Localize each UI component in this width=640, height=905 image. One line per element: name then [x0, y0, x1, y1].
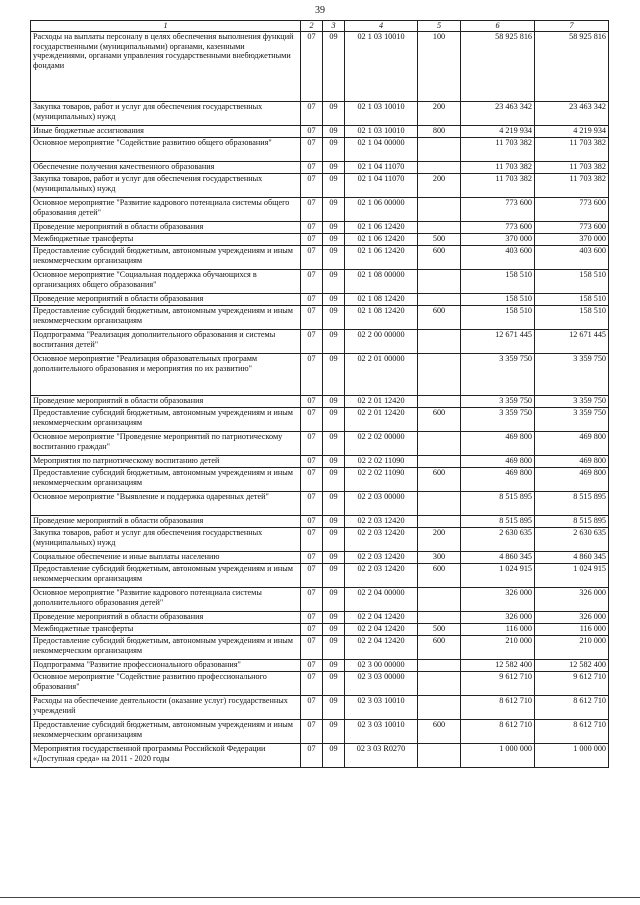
table-row [31, 516, 609, 528]
cell-sum-2: 158 510 [535, 270, 609, 294]
cell-target-article: 02 1 08 00000 [345, 270, 418, 294]
cell-expense-type [418, 330, 461, 354]
table-row [31, 696, 609, 720]
cell-target-article: 02 2 01 12420 [345, 396, 418, 408]
cell-subsection: 09 [323, 234, 345, 246]
table-row [31, 270, 609, 294]
cell-name: Предоставление субсидий бюджетным, автономным учреждениям и иным некоммерческим организациям [31, 246, 301, 270]
cell-section: 07 [301, 468, 323, 492]
cell-section: 07 [301, 354, 323, 396]
cell-target-article: 02 3 00 00000 [345, 660, 418, 672]
cell-sum-1: 12 671 445 [461, 330, 535, 354]
cell-sum-2: 403 600 [535, 246, 609, 270]
cell-subsection: 09 [323, 492, 345, 516]
cell-sum-2: 1 024 915 [535, 564, 609, 588]
cell-name: Основное мероприятие "Развитие кадрового потенциала системы общего образования детей" [31, 198, 301, 222]
cell-name: Расходы на обеспечение деятельности (оказание услуг) государственных учреждений [31, 696, 301, 720]
cell-target-article: 02 2 04 12420 [345, 636, 418, 660]
cell-sum-1: 116 000 [461, 624, 535, 636]
cell-section: 07 [301, 624, 323, 636]
cell-subsection: 09 [323, 636, 345, 660]
cell-expense-type [418, 162, 461, 174]
cell-name: Основное мероприятие "Содействие развитию профессионального образования" [31, 672, 301, 696]
cell-section: 07 [301, 102, 323, 126]
cell-section: 07 [301, 432, 323, 456]
cell-name: Подпрограмма "Развитие профессионального образования" [31, 660, 301, 672]
cell-sum-1: 403 600 [461, 246, 535, 270]
cell-target-article: 02 1 06 12420 [345, 234, 418, 246]
cell-expense-type: 500 [418, 624, 461, 636]
cell-name: Предоставление субсидий бюджетным, автономным учреждениям и иным некоммерческим организациям [31, 636, 301, 660]
cell-subsection: 09 [323, 162, 345, 174]
cell-expense-type: 600 [418, 408, 461, 432]
cell-section: 07 [301, 696, 323, 720]
cell-sum-1: 158 510 [461, 306, 535, 330]
cell-name: Закупка товаров, работ и услуг для обеспечения государственных (муниципальных) нужд [31, 174, 301, 198]
cell-sum-2: 8 612 710 [535, 720, 609, 744]
cell-name: Закупка товаров, работ и услуг для обеспечения государственных (муниципальных) нужд [31, 528, 301, 552]
cell-expense-type [418, 492, 461, 516]
table-row [31, 636, 609, 660]
table-row [31, 660, 609, 672]
cell-name: Мероприятия государственной программы Российской Федерации «Доступная среда» на 2011 - 2020 годы [31, 744, 301, 768]
cell-subsection: 09 [323, 306, 345, 330]
table-row [31, 408, 609, 432]
cell-expense-type [418, 432, 461, 456]
cell-expense-type [418, 354, 461, 396]
table-row [31, 612, 609, 624]
cell-expense-type [418, 396, 461, 408]
cell-target-article: 02 2 00 00000 [345, 330, 418, 354]
cell-target-article: 02 1 03 10010 [345, 102, 418, 126]
cell-sum-2: 1 000 000 [535, 744, 609, 768]
cell-target-article: 02 2 04 00000 [345, 588, 418, 612]
cell-subsection: 09 [323, 696, 345, 720]
cell-sum-1: 12 582 400 [461, 660, 535, 672]
cell-sum-2: 11 703 382 [535, 138, 609, 162]
cell-sum-1: 210 000 [461, 636, 535, 660]
cell-subsection: 09 [323, 672, 345, 696]
cell-target-article: 02 1 06 00000 [345, 198, 418, 222]
cell-sum-1: 469 800 [461, 456, 535, 468]
cell-sum-1: 58 925 816 [461, 32, 535, 102]
cell-name: Межбюджетные трансферты [31, 624, 301, 636]
cell-target-article: 02 1 03 10010 [345, 32, 418, 102]
cell-target-article: 02 2 03 12420 [345, 564, 418, 588]
cell-target-article: 02 1 08 12420 [345, 306, 418, 330]
cell-expense-type [418, 516, 461, 528]
cell-sum-2: 116 000 [535, 624, 609, 636]
cell-sum-1: 11 703 382 [461, 162, 535, 174]
table-row [31, 294, 609, 306]
cell-name: Социальное обеспечение и иные выплаты населению [31, 552, 301, 564]
cell-section: 07 [301, 198, 323, 222]
col-header-target-article: 4 [345, 21, 418, 32]
cell-sum-2: 23 463 342 [535, 102, 609, 126]
cell-sum-2: 469 800 [535, 432, 609, 456]
cell-target-article: 02 1 04 11070 [345, 174, 418, 198]
cell-sum-1: 8 612 710 [461, 696, 535, 720]
cell-sum-1: 4 219 934 [461, 126, 535, 138]
cell-section: 07 [301, 234, 323, 246]
table-row [31, 456, 609, 468]
table-row [31, 126, 609, 138]
cell-target-article: 02 3 03 10010 [345, 696, 418, 720]
cell-expense-type [418, 222, 461, 234]
col-header-name: 1 [31, 21, 301, 32]
cell-sum-1: 11 703 382 [461, 174, 535, 198]
cell-subsection: 09 [323, 32, 345, 102]
cell-subsection: 09 [323, 126, 345, 138]
cell-subsection: 09 [323, 198, 345, 222]
table-row [31, 222, 609, 234]
cell-sum-2: 210 000 [535, 636, 609, 660]
cell-target-article: 02 2 03 12420 [345, 528, 418, 552]
cell-sum-2: 370 000 [535, 234, 609, 246]
cell-sum-1: 8 612 710 [461, 720, 535, 744]
cell-section: 07 [301, 528, 323, 552]
cell-target-article: 02 3 03 00000 [345, 672, 418, 696]
cell-sum-1: 1 000 000 [461, 744, 535, 768]
table-row [31, 432, 609, 456]
cell-sum-2: 773 600 [535, 222, 609, 234]
cell-name: Расходы на выплаты персоналу в целях обеспечения выполнения функций государственными (муниципальными) органами, казенными учреждениями, органами управления государственными внебюджетными фондами [31, 32, 301, 102]
cell-name: Предоставление субсидий бюджетным, автономным учреждениям и иным некоммерческим организациям [31, 306, 301, 330]
cell-section: 07 [301, 636, 323, 660]
cell-section: 07 [301, 672, 323, 696]
cell-sum-1: 8 515 895 [461, 492, 535, 516]
cell-sum-1: 469 800 [461, 432, 535, 456]
cell-sum-2: 11 703 382 [535, 174, 609, 198]
cell-section: 07 [301, 126, 323, 138]
cell-subsection: 09 [323, 720, 345, 744]
cell-section: 07 [301, 660, 323, 672]
cell-section: 07 [301, 588, 323, 612]
cell-name: Иные бюджетные ассигнования [31, 126, 301, 138]
cell-sum-2: 326 000 [535, 588, 609, 612]
cell-name: Обеспечение получения качественного образования [31, 162, 301, 174]
cell-target-article: 02 2 03 12420 [345, 516, 418, 528]
table-row [31, 528, 609, 552]
cell-expense-type [418, 744, 461, 768]
cell-expense-type [418, 138, 461, 162]
cell-section: 07 [301, 396, 323, 408]
cell-target-article: 02 2 01 12420 [345, 408, 418, 432]
cell-name: Закупка товаров, работ и услуг для обеспечения государственных (муниципальных) нужд [31, 102, 301, 126]
cell-name: Предоставление субсидий бюджетным, автономным учреждениям и иным некоммерческим организациям [31, 408, 301, 432]
cell-section: 07 [301, 138, 323, 162]
cell-sum-2: 12 671 445 [535, 330, 609, 354]
cell-sum-1: 9 612 710 [461, 672, 535, 696]
cell-section: 07 [301, 162, 323, 174]
cell-sum-1: 23 463 342 [461, 102, 535, 126]
cell-sum-1: 326 000 [461, 612, 535, 624]
cell-sum-1: 3 359 750 [461, 354, 535, 396]
cell-target-article: 02 1 06 12420 [345, 222, 418, 234]
cell-expense-type: 800 [418, 126, 461, 138]
cell-section: 07 [301, 408, 323, 432]
cell-expense-type: 500 [418, 234, 461, 246]
cell-target-article: 02 1 06 12420 [345, 246, 418, 270]
col-header-expense-type: 5 [418, 21, 461, 32]
table-row [31, 306, 609, 330]
cell-sum-2: 9 612 710 [535, 672, 609, 696]
cell-subsection: 09 [323, 174, 345, 198]
cell-sum-2: 158 510 [535, 306, 609, 330]
cell-name: Проведение мероприятий в области образования [31, 612, 301, 624]
cell-sum-1: 3 359 750 [461, 396, 535, 408]
cell-sum-1: 3 359 750 [461, 408, 535, 432]
cell-name: Основное мероприятие "Содействие развитию общего образования" [31, 138, 301, 162]
cell-subsection: 09 [323, 270, 345, 294]
cell-subsection: 09 [323, 612, 345, 624]
table-row [31, 174, 609, 198]
cell-subsection: 09 [323, 138, 345, 162]
table-row [31, 588, 609, 612]
cell-sum-1: 326 000 [461, 588, 535, 612]
cell-target-article: 02 2 02 00000 [345, 432, 418, 456]
cell-subsection: 09 [323, 516, 345, 528]
header-row [31, 21, 609, 32]
cell-name: Проведение мероприятий в области образования [31, 396, 301, 408]
cell-section: 07 [301, 174, 323, 198]
cell-name: Основное мероприятие "Проведение мероприятий по патриотическому воспитанию граждан" [31, 432, 301, 456]
table-row [31, 234, 609, 246]
cell-sum-2: 469 800 [535, 468, 609, 492]
cell-sum-2: 4 860 345 [535, 552, 609, 564]
cell-sum-1: 8 515 895 [461, 516, 535, 528]
cell-section: 07 [301, 492, 323, 516]
cell-target-article: 02 2 01 00000 [345, 354, 418, 396]
cell-sum-2: 2 630 635 [535, 528, 609, 552]
table-row [31, 198, 609, 222]
cell-subsection: 09 [323, 354, 345, 396]
cell-target-article: 02 2 04 12420 [345, 612, 418, 624]
cell-sum-2: 326 000 [535, 612, 609, 624]
cell-target-article: 02 3 03 R0270 [345, 744, 418, 768]
cell-name: Проведение мероприятий в области образования [31, 222, 301, 234]
table-row [31, 552, 609, 564]
cell-sum-1: 11 703 382 [461, 138, 535, 162]
cell-subsection: 09 [323, 744, 345, 768]
table-row [31, 396, 609, 408]
cell-sum-2: 469 800 [535, 456, 609, 468]
cell-name: Проведение мероприятий в области образования [31, 516, 301, 528]
cell-expense-type: 600 [418, 468, 461, 492]
cell-expense-type: 300 [418, 552, 461, 564]
cell-sum-2: 58 925 816 [535, 32, 609, 102]
cell-target-article: 02 3 03 10010 [345, 720, 418, 744]
cell-expense-type [418, 198, 461, 222]
cell-subsection: 09 [323, 102, 345, 126]
cell-subsection: 09 [323, 330, 345, 354]
cell-name: Предоставление субсидий бюджетным, автономным учреждениям и иным некоммерческим организациям [31, 468, 301, 492]
cell-sum-2: 8 612 710 [535, 696, 609, 720]
cell-subsection: 09 [323, 552, 345, 564]
cell-target-article: 02 1 08 12420 [345, 294, 418, 306]
cell-subsection: 09 [323, 432, 345, 456]
cell-name: Предоставление субсидий бюджетным, автономным учреждениям и иным некоммерческим организациям [31, 720, 301, 744]
cell-section: 07 [301, 306, 323, 330]
cell-subsection: 09 [323, 222, 345, 234]
cell-sum-2: 3 359 750 [535, 408, 609, 432]
cell-subsection: 09 [323, 624, 345, 636]
table-row [31, 162, 609, 174]
cell-expense-type [418, 270, 461, 294]
cell-section: 07 [301, 720, 323, 744]
table-row [31, 354, 609, 396]
cell-expense-type [418, 696, 461, 720]
table-row [31, 330, 609, 354]
cell-sum-2: 773 600 [535, 198, 609, 222]
cell-subsection: 09 [323, 660, 345, 672]
cell-target-article: 02 2 04 12420 [345, 624, 418, 636]
cell-name: Проведение мероприятий в области образования [31, 294, 301, 306]
cell-subsection: 09 [323, 528, 345, 552]
cell-section: 07 [301, 246, 323, 270]
cell-expense-type: 600 [418, 636, 461, 660]
cell-target-article: 02 2 03 00000 [345, 492, 418, 516]
cell-name: Мероприятия по патриотическому воспитанию детей [31, 456, 301, 468]
cell-sum-2: 3 359 750 [535, 396, 609, 408]
table-row [31, 246, 609, 270]
cell-name: Основное мероприятие "Развитие кадрового потенциала системы дополнительного образования детей" [31, 588, 301, 612]
cell-name: Предоставление субсидий бюджетным, автономным учреждениям и иным некоммерческим организациям [31, 564, 301, 588]
cell-sum-2: 12 582 400 [535, 660, 609, 672]
table-row [31, 564, 609, 588]
cell-sum-1: 1 024 915 [461, 564, 535, 588]
cell-name: Основное мероприятие "Реализация образовательных программ дополнительного образования и мероприятия по их развитию" [31, 354, 301, 396]
cell-sum-2: 4 219 934 [535, 126, 609, 138]
cell-expense-type: 200 [418, 528, 461, 552]
cell-section: 07 [301, 516, 323, 528]
cell-expense-type: 100 [418, 32, 461, 102]
table-row [31, 138, 609, 162]
cell-expense-type [418, 294, 461, 306]
cell-subsection: 09 [323, 294, 345, 306]
cell-sum-1: 370 000 [461, 234, 535, 246]
cell-section: 07 [301, 222, 323, 234]
cell-expense-type: 200 [418, 174, 461, 198]
cell-target-article: 02 2 03 12420 [345, 552, 418, 564]
table-row [31, 102, 609, 126]
page-bottom-rule [0, 897, 640, 898]
page-number: 39 [315, 5, 325, 16]
cell-sum-2: 11 703 382 [535, 162, 609, 174]
table-row [31, 744, 609, 768]
table-row [31, 468, 609, 492]
cell-sum-2: 8 515 895 [535, 516, 609, 528]
cell-expense-type [418, 612, 461, 624]
cell-sum-1: 158 510 [461, 270, 535, 294]
cell-expense-type [418, 672, 461, 696]
cell-subsection: 09 [323, 246, 345, 270]
cell-target-article: 02 1 03 10010 [345, 126, 418, 138]
cell-expense-type: 600 [418, 564, 461, 588]
cell-sum-1: 2 630 635 [461, 528, 535, 552]
cell-sum-1: 158 510 [461, 294, 535, 306]
table-row [31, 624, 609, 636]
cell-section: 07 [301, 456, 323, 468]
cell-expense-type [418, 588, 461, 612]
cell-section: 07 [301, 564, 323, 588]
cell-section: 07 [301, 330, 323, 354]
table-row [31, 672, 609, 696]
cell-subsection: 09 [323, 456, 345, 468]
cell-section: 07 [301, 552, 323, 564]
cell-expense-type: 600 [418, 246, 461, 270]
col-header-section: 2 [301, 21, 323, 32]
cell-sum-1: 4 860 345 [461, 552, 535, 564]
cell-expense-type [418, 456, 461, 468]
cell-sum-1: 773 600 [461, 222, 535, 234]
cell-subsection: 09 [323, 468, 345, 492]
cell-section: 07 [301, 744, 323, 768]
cell-subsection: 09 [323, 564, 345, 588]
cell-target-article: 02 1 04 00000 [345, 138, 418, 162]
cell-sum-1: 469 800 [461, 468, 535, 492]
cell-name: Подпрограмма "Реализация дополнительного образования и системы воспитания детей" [31, 330, 301, 354]
budget-table [30, 20, 609, 768]
cell-sum-1: 773 600 [461, 198, 535, 222]
cell-subsection: 09 [323, 408, 345, 432]
col-header-sum-2: 7 [535, 21, 609, 32]
cell-expense-type [418, 660, 461, 672]
cell-expense-type: 200 [418, 102, 461, 126]
cell-name: Межбюджетные трансферты [31, 234, 301, 246]
cell-subsection: 09 [323, 588, 345, 612]
cell-name: Основное мероприятие "Социальная поддержка обучающихся в организациях общего образования" [31, 270, 301, 294]
cell-target-article: 02 2 02 11090 [345, 468, 418, 492]
col-header-subsection: 3 [323, 21, 345, 32]
cell-expense-type: 600 [418, 720, 461, 744]
col-header-sum-1: 6 [461, 21, 535, 32]
cell-section: 07 [301, 612, 323, 624]
cell-name: Основное мероприятие "Выявление и поддержка одаренных детей" [31, 492, 301, 516]
cell-section: 07 [301, 270, 323, 294]
cell-expense-type: 600 [418, 306, 461, 330]
cell-sum-2: 3 359 750 [535, 354, 609, 396]
table-row [31, 720, 609, 744]
cell-section: 07 [301, 294, 323, 306]
cell-sum-2: 158 510 [535, 294, 609, 306]
cell-sum-2: 8 515 895 [535, 492, 609, 516]
cell-subsection: 09 [323, 396, 345, 408]
cell-target-article: 02 2 02 11090 [345, 456, 418, 468]
table-row [31, 32, 609, 102]
cell-target-article: 02 1 04 11070 [345, 162, 418, 174]
table-row [31, 492, 609, 516]
cell-section: 07 [301, 32, 323, 102]
